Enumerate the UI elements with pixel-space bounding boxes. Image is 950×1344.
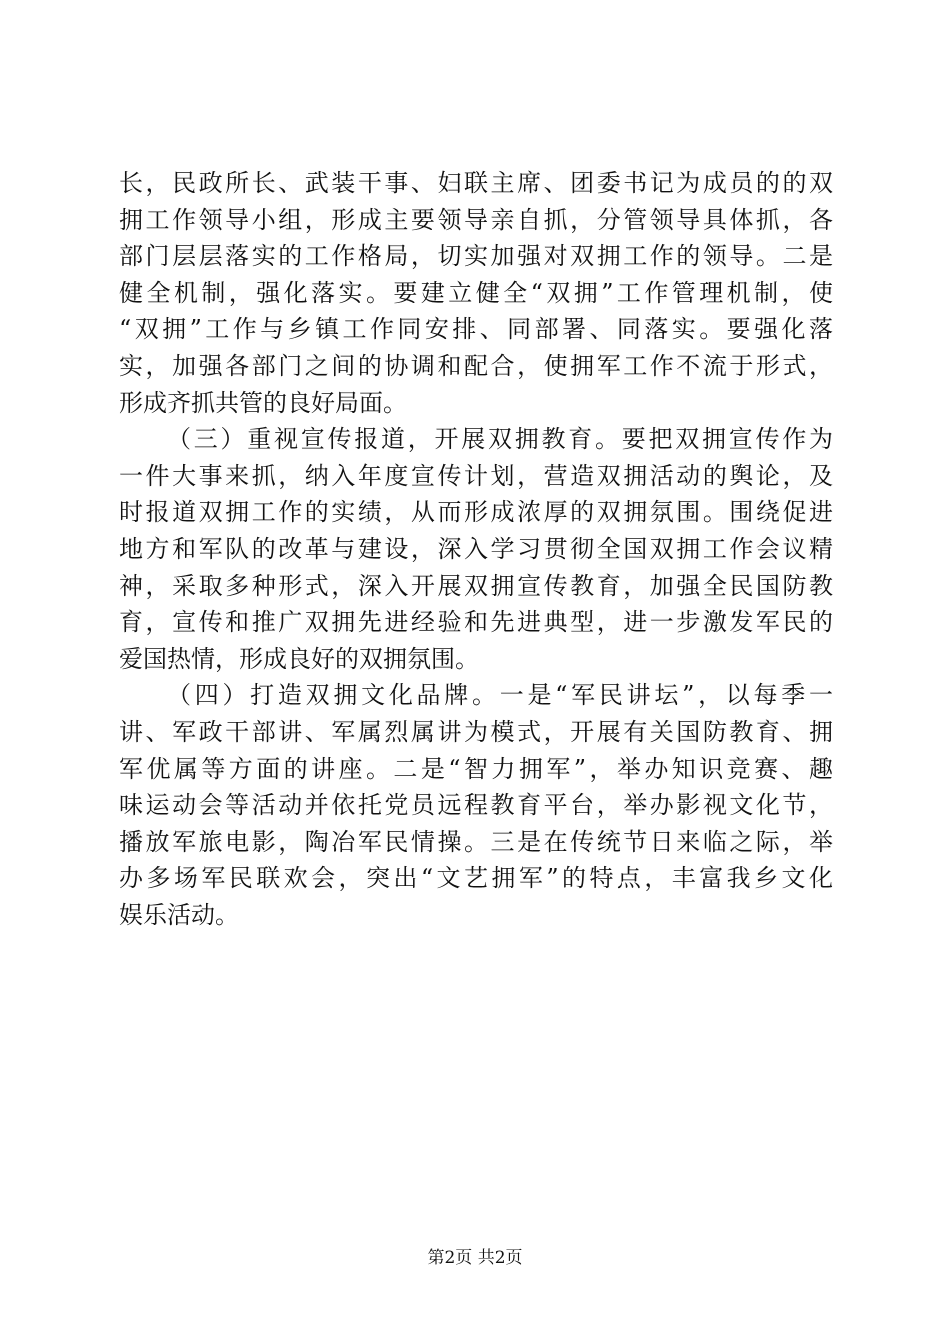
text-line: 讲、军政干部讲、军属烈属讲为模式，开展有关国防教育、拥 — [119, 717, 833, 746]
text-line: 军优属等方面的讲座。二是“智力拥军”，举办知识竞赛、趣 — [119, 754, 833, 783]
text-line: 健全机制，强化落实。要建立健全“双拥”工作管理机制，使 — [119, 278, 833, 307]
text-line: 一件大事来抓，纳入年度宣传计划，营造双拥活动的舆论，及 — [119, 461, 833, 490]
text-line: 播放军旅电影，陶冶军民情操。三是在传统节日来临之际，举 — [119, 827, 833, 856]
text-line: 实，加强各部门之间的协调和配合，使拥军工作不流于形式， — [119, 351, 833, 380]
text-line: 拥工作领导小组，形成主要领导亲自抓，分管领导具体抓，各 — [119, 205, 833, 234]
text-line: 长，民政所长、武装干事、妇联主席、团委书记为成员的的双 — [119, 169, 833, 197]
text-line: 娱乐活动。 — [119, 900, 239, 929]
text-line: 时报道双拥工作的实绩，从而形成浓厚的双拥氛围。围绕促进 — [119, 498, 833, 527]
text-line: 地方和军队的改革与建设，深入学习贯彻全国双拥工作会议精 — [119, 534, 833, 563]
text-line: 形成齐抓共管的良好局面。 — [119, 388, 407, 417]
text-line: 办多场军民联欢会，突出“文艺拥军”的特点，丰富我乡文化 — [119, 864, 833, 893]
text-line: 部门层层落实的工作格局，切实加强对双拥工作的领导。二是 — [119, 242, 833, 271]
paragraph-first-line: （四）打造双拥文化品牌。一是“军民讲坛”，以每季一 — [167, 681, 833, 710]
text-line: 神，采取多种形式，深入开展双拥宣传教育，加强全民国防教 — [119, 571, 833, 600]
page-number-footer: 第2页 共2页 — [427, 1248, 523, 1268]
document-body — [119, 165, 833, 933]
text-line: 爱国热情，形成良好的双拥氛围。 — [119, 644, 479, 673]
paragraph-first-line: （三）重视宣传报道，开展双拥教育。要把双拥宣传作为 — [167, 425, 833, 454]
text-line: 育，宣传和推广双拥先进经验和先进典型，进一步激发军民的 — [119, 608, 833, 637]
text-line: 味运动会等活动并依托党员远程教育平台，举办影视文化节， — [119, 791, 833, 820]
text-line: “双拥”工作与乡镇工作同安排、同部署、同落实。要强化落 — [119, 315, 833, 344]
